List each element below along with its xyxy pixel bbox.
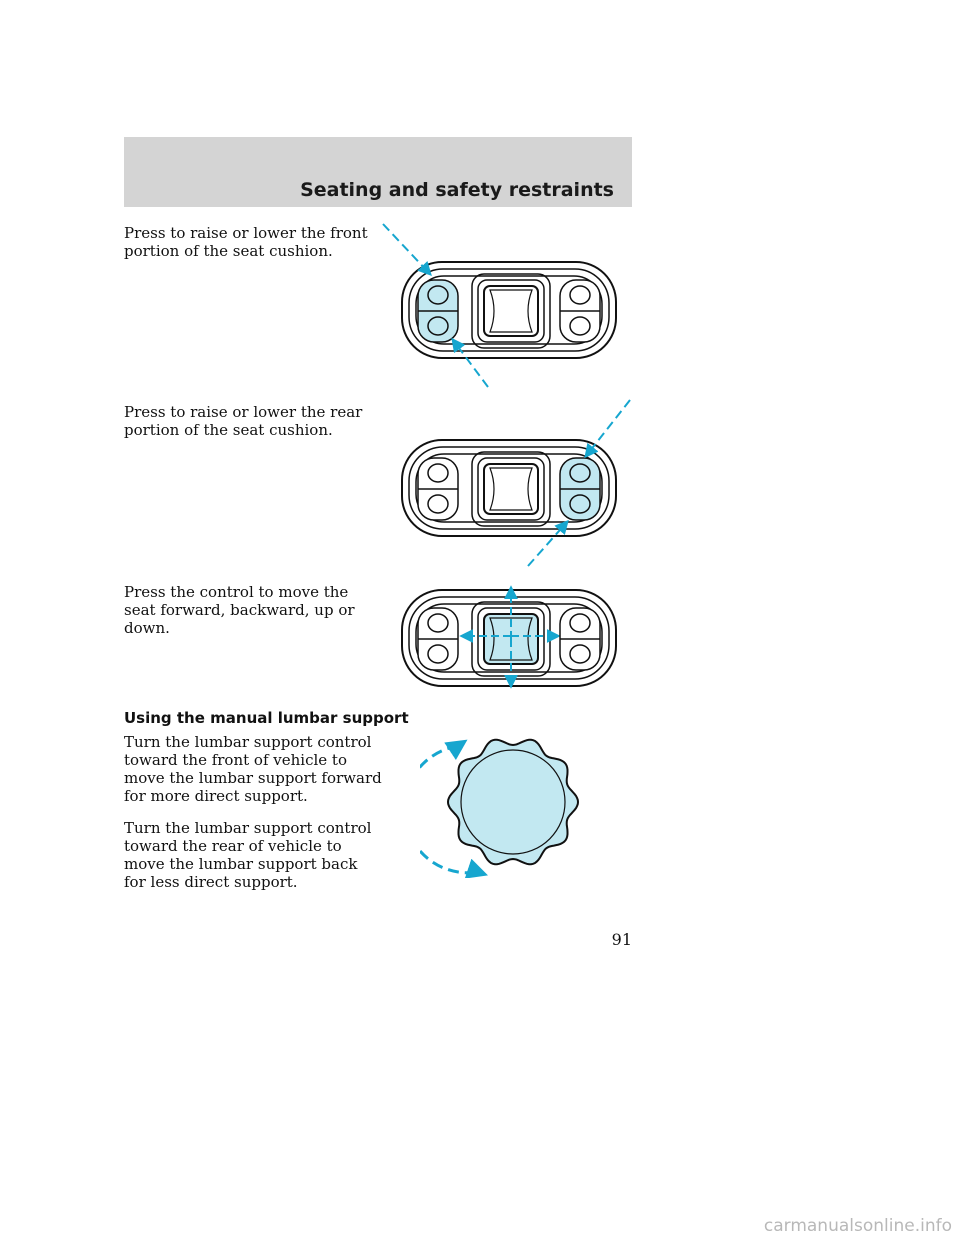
rear-cushion-switch[interactable] <box>560 608 600 670</box>
front-cushion-switch[interactable] <box>418 458 458 520</box>
front-cushion-text: Press to raise or lower the front portion of the seat cushion. <box>124 224 368 260</box>
lumbar-forward-text: Turn the lumbar support control toward the front of vehicle to move the lumbar support forward for more direct support. <box>124 733 382 805</box>
front-cushion-switch[interactable] <box>418 280 458 342</box>
lumbar-knob[interactable] <box>448 740 578 864</box>
page-number: 91 <box>611 930 632 949</box>
seat-move-control-figure <box>380 582 630 690</box>
rear-cushion-switch[interactable] <box>560 280 600 342</box>
rear-cushion-control-figure <box>380 398 635 570</box>
rear-cushion-switch[interactable] <box>560 458 600 520</box>
rear-cushion-text: Press to raise or lower the rear portion of the seat cushion. <box>124 403 363 439</box>
lumbar-heading: Using the manual lumbar support <box>124 709 409 727</box>
arrow-icon <box>586 400 630 456</box>
footer-watermark: carmanualsonline.info <box>763 1216 952 1236</box>
front-cushion-control-figure <box>380 222 630 392</box>
seat-move-text: Press the control to move the seat forward, backward, up or down. <box>124 583 355 637</box>
lumbar-knob-figure <box>420 728 585 878</box>
page-title: Seating and safety restraints <box>300 179 614 201</box>
front-cushion-switch[interactable] <box>418 608 458 670</box>
arrow-icon <box>383 224 430 274</box>
lumbar-back-text: Turn the lumbar support control toward the rear of vehicle to move the lumbar support back for less direct support. <box>124 819 372 891</box>
page-header-band <box>124 137 632 207</box>
